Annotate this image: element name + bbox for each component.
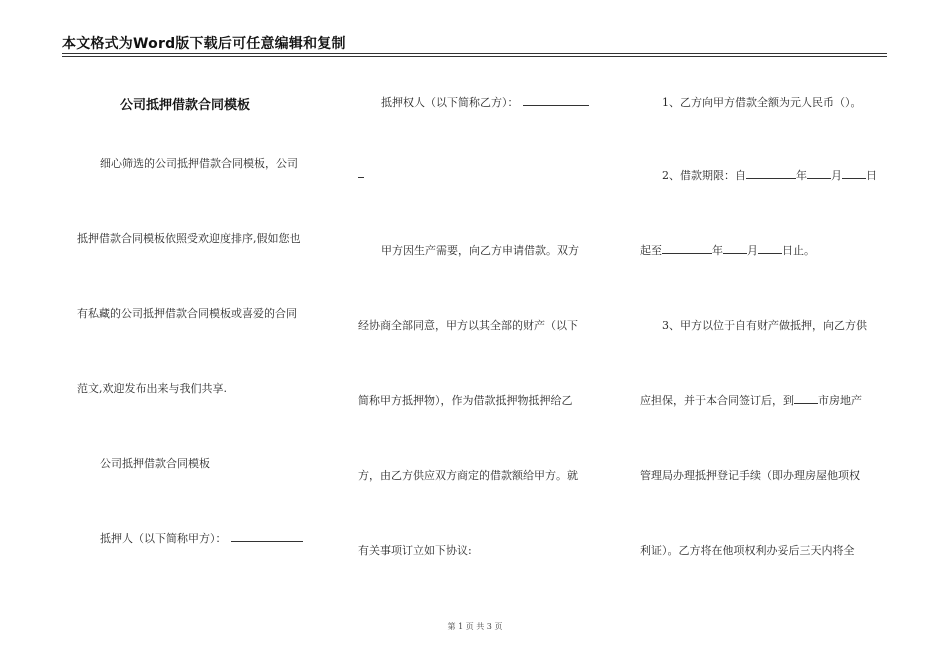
party-b-line xyxy=(381,94,589,110)
party-a-blank xyxy=(231,531,303,542)
start-year-label: 年 xyxy=(796,169,807,182)
preamble-line-3: 简称甲方抵押物），作为借款抵押物抵押给乙 xyxy=(358,394,573,407)
end-month-blank xyxy=(723,243,747,254)
preamble-line-5: 有关事项订立如下协议: xyxy=(358,544,472,557)
clause-3-text-a: 应担保，并于本合同签订后，到 xyxy=(640,394,794,407)
clause-3-line-1: 3、甲方以位于自有财产做抵押，向乙方供 xyxy=(662,319,867,332)
intro-line-1: 细心筛选的公司抵押借款合同模板，公司 xyxy=(100,157,298,170)
intro-line-2: 抵押借款合同模板依照受欢迎度排序,假如您也 xyxy=(77,232,301,245)
party-b-label: 抵押权人（以下简称乙方）： xyxy=(381,96,519,109)
preamble-line-2: 经协商全部同意，甲方以其全部的财产（以下 xyxy=(358,319,578,332)
city-blank xyxy=(794,393,818,404)
start-year-blank xyxy=(746,168,796,179)
document-title: 公司抵押借款合同模板 xyxy=(120,98,251,113)
start-month-label: 月 xyxy=(831,169,842,182)
clause-2-prefix: 2、借款期限：自 xyxy=(662,169,746,182)
header-rule-secondary xyxy=(62,56,887,57)
start-day-label: 日 xyxy=(866,169,877,182)
start-month-blank xyxy=(807,168,831,179)
clause-3-line-4: 利证）。乙方将在他项权利办妥后三天内将全 xyxy=(640,544,855,557)
clause-1: 1、乙方向甲方借款全额为元人民币（）。 xyxy=(662,96,862,109)
party-a-line xyxy=(100,530,303,546)
contract-subtitle: 公司抵押借款合同模板 xyxy=(100,457,210,470)
clause-2-line-1 xyxy=(662,167,877,183)
end-year-blank xyxy=(662,243,712,254)
start-day-blank xyxy=(842,168,866,179)
document-header: 本文格式为Word版下载后可任意编辑和复制 xyxy=(62,36,346,52)
end-year-label: 年 xyxy=(712,244,723,257)
preamble-line-1: 甲方因生产需要，向乙方申请借款。双方 xyxy=(381,244,579,257)
header-rule xyxy=(62,53,887,54)
party-b-blank xyxy=(523,95,589,106)
clause-2-line-2 xyxy=(640,242,815,258)
intro-line-3: 有私藏的公司抵押借款合同模板或喜爱的合同 xyxy=(77,307,297,320)
intro-line-4: 范文,欢迎发布出来与我们共享. xyxy=(77,382,227,395)
end-month-label: 月 xyxy=(747,244,758,257)
end-day-blank xyxy=(758,243,782,254)
end-prefix: 起至 xyxy=(640,244,662,257)
party-b-blank-continued xyxy=(358,167,364,181)
clause-3-line-2 xyxy=(640,392,862,408)
preamble-line-4: 方，由乙方供应双方商定的借款额给甲方。就 xyxy=(358,469,578,482)
page-number: 第 1 页 共 3 页 xyxy=(447,622,503,631)
clause-3-line-3: 管理局办理抵押登记手续（即办理房屋他项权 xyxy=(640,469,860,482)
clause-3-text-b: 市房地产 xyxy=(818,394,862,407)
party-a-label: 抵押人（以下简称甲方）： xyxy=(100,532,227,545)
end-suffix: 日止。 xyxy=(782,244,815,257)
